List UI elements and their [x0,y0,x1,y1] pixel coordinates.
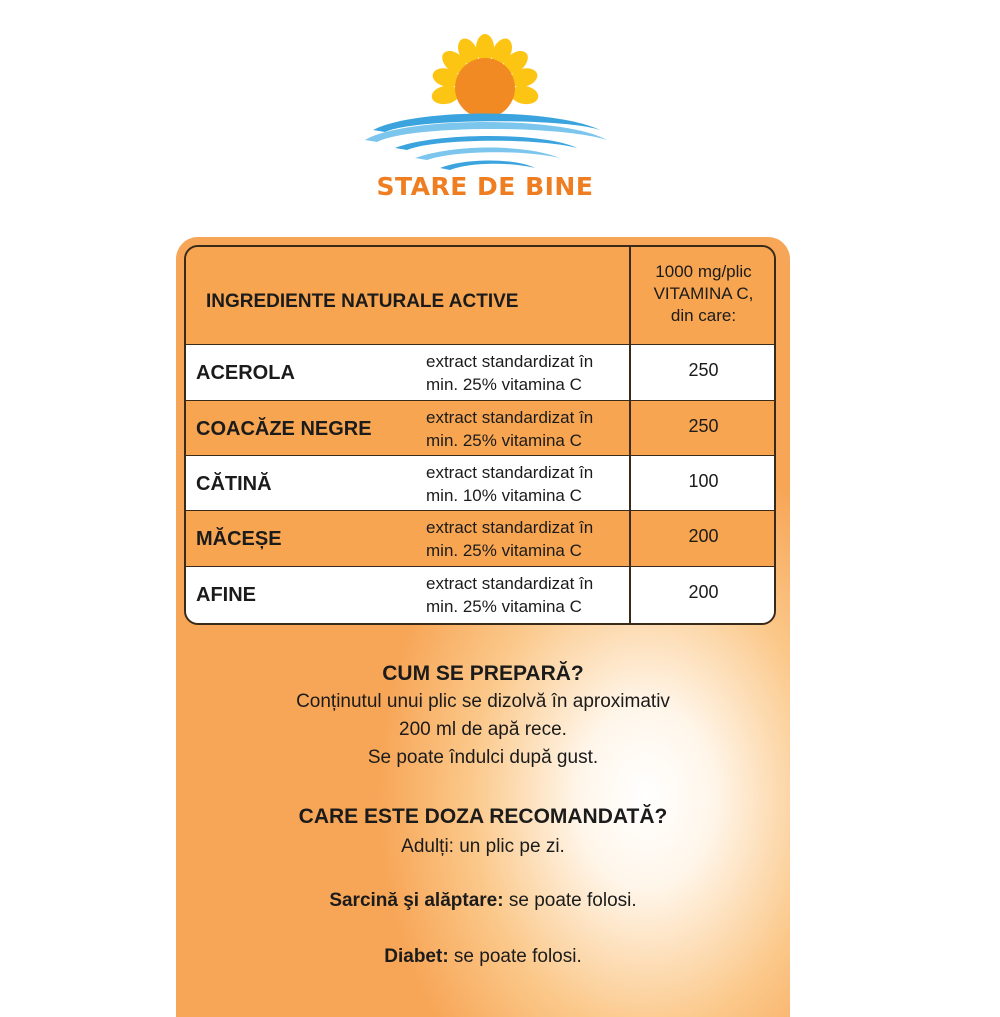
ingredient-value: 200 [688,582,719,602]
table-row [186,344,774,400]
table-row [186,566,774,625]
ingredient-desc: extract standardizat în min. 10% vitamina C [426,463,594,505]
header-vitamin-c: 1000 mg/plic VITAMINA C, din care: [653,262,754,325]
preparation-line: Se poate îndulci după gust. [367,747,599,768]
pregnancy-info [176,890,790,912]
dose-section [176,802,790,862]
table-header [186,247,774,344]
dose-title: CARE ESTE DOZA RECOMANDATĂ? [298,805,668,828]
ingredient-desc: extract standardizat în min. 25% vitamina C [426,352,594,394]
preparation-line: 200 ml de apă rece. [399,719,567,740]
table-row [186,510,774,566]
ingredient-desc: extract standardizat în min. 25% vitamina C [426,574,594,616]
table-column-divider [629,247,631,623]
preparation-section [176,660,790,772]
ingredients-table [184,245,776,625]
ingredient-name: CĂTINĂ [196,473,272,495]
table-row [186,455,774,510]
dose-line: Adulți: un plic pe zi. [401,836,565,857]
ingredient-desc: extract standardizat în min. 25% vitamina C [426,408,594,450]
ingredient-name: COACĂZE NEGRE [196,418,372,440]
ingredient-value: 250 [688,416,719,436]
diabetes-info [176,946,790,968]
header-ingredients: INGREDIENTE NATURALE ACTIVE [206,291,519,312]
ingredient-name: ACEROLA [196,362,295,384]
ingredient-value: 250 [688,360,719,380]
ingredient-name: AFINE [196,584,256,606]
preparation-line: Conținutul unui plic se dizolvă în aproximativ [296,691,670,712]
pregnancy-text: se poate folosi. [503,890,637,911]
table-row [186,400,774,455]
logo-text: STARE DE BINE [376,172,594,201]
ingredient-value: 200 [688,526,719,546]
ingredient-name: MĂCEȘE [196,528,282,550]
preparation-title: CUM SE PREPARĂ? [382,662,584,685]
ingredient-desc: extract standardizat în min. 25% vitamina C [426,518,594,560]
ingredient-value: 100 [688,471,719,491]
pregnancy-label: Sarcină şi alăptare: [329,890,504,911]
diabetes-text: se poate folosi. [448,946,582,967]
diabetes-label: Diabet: [384,946,449,967]
